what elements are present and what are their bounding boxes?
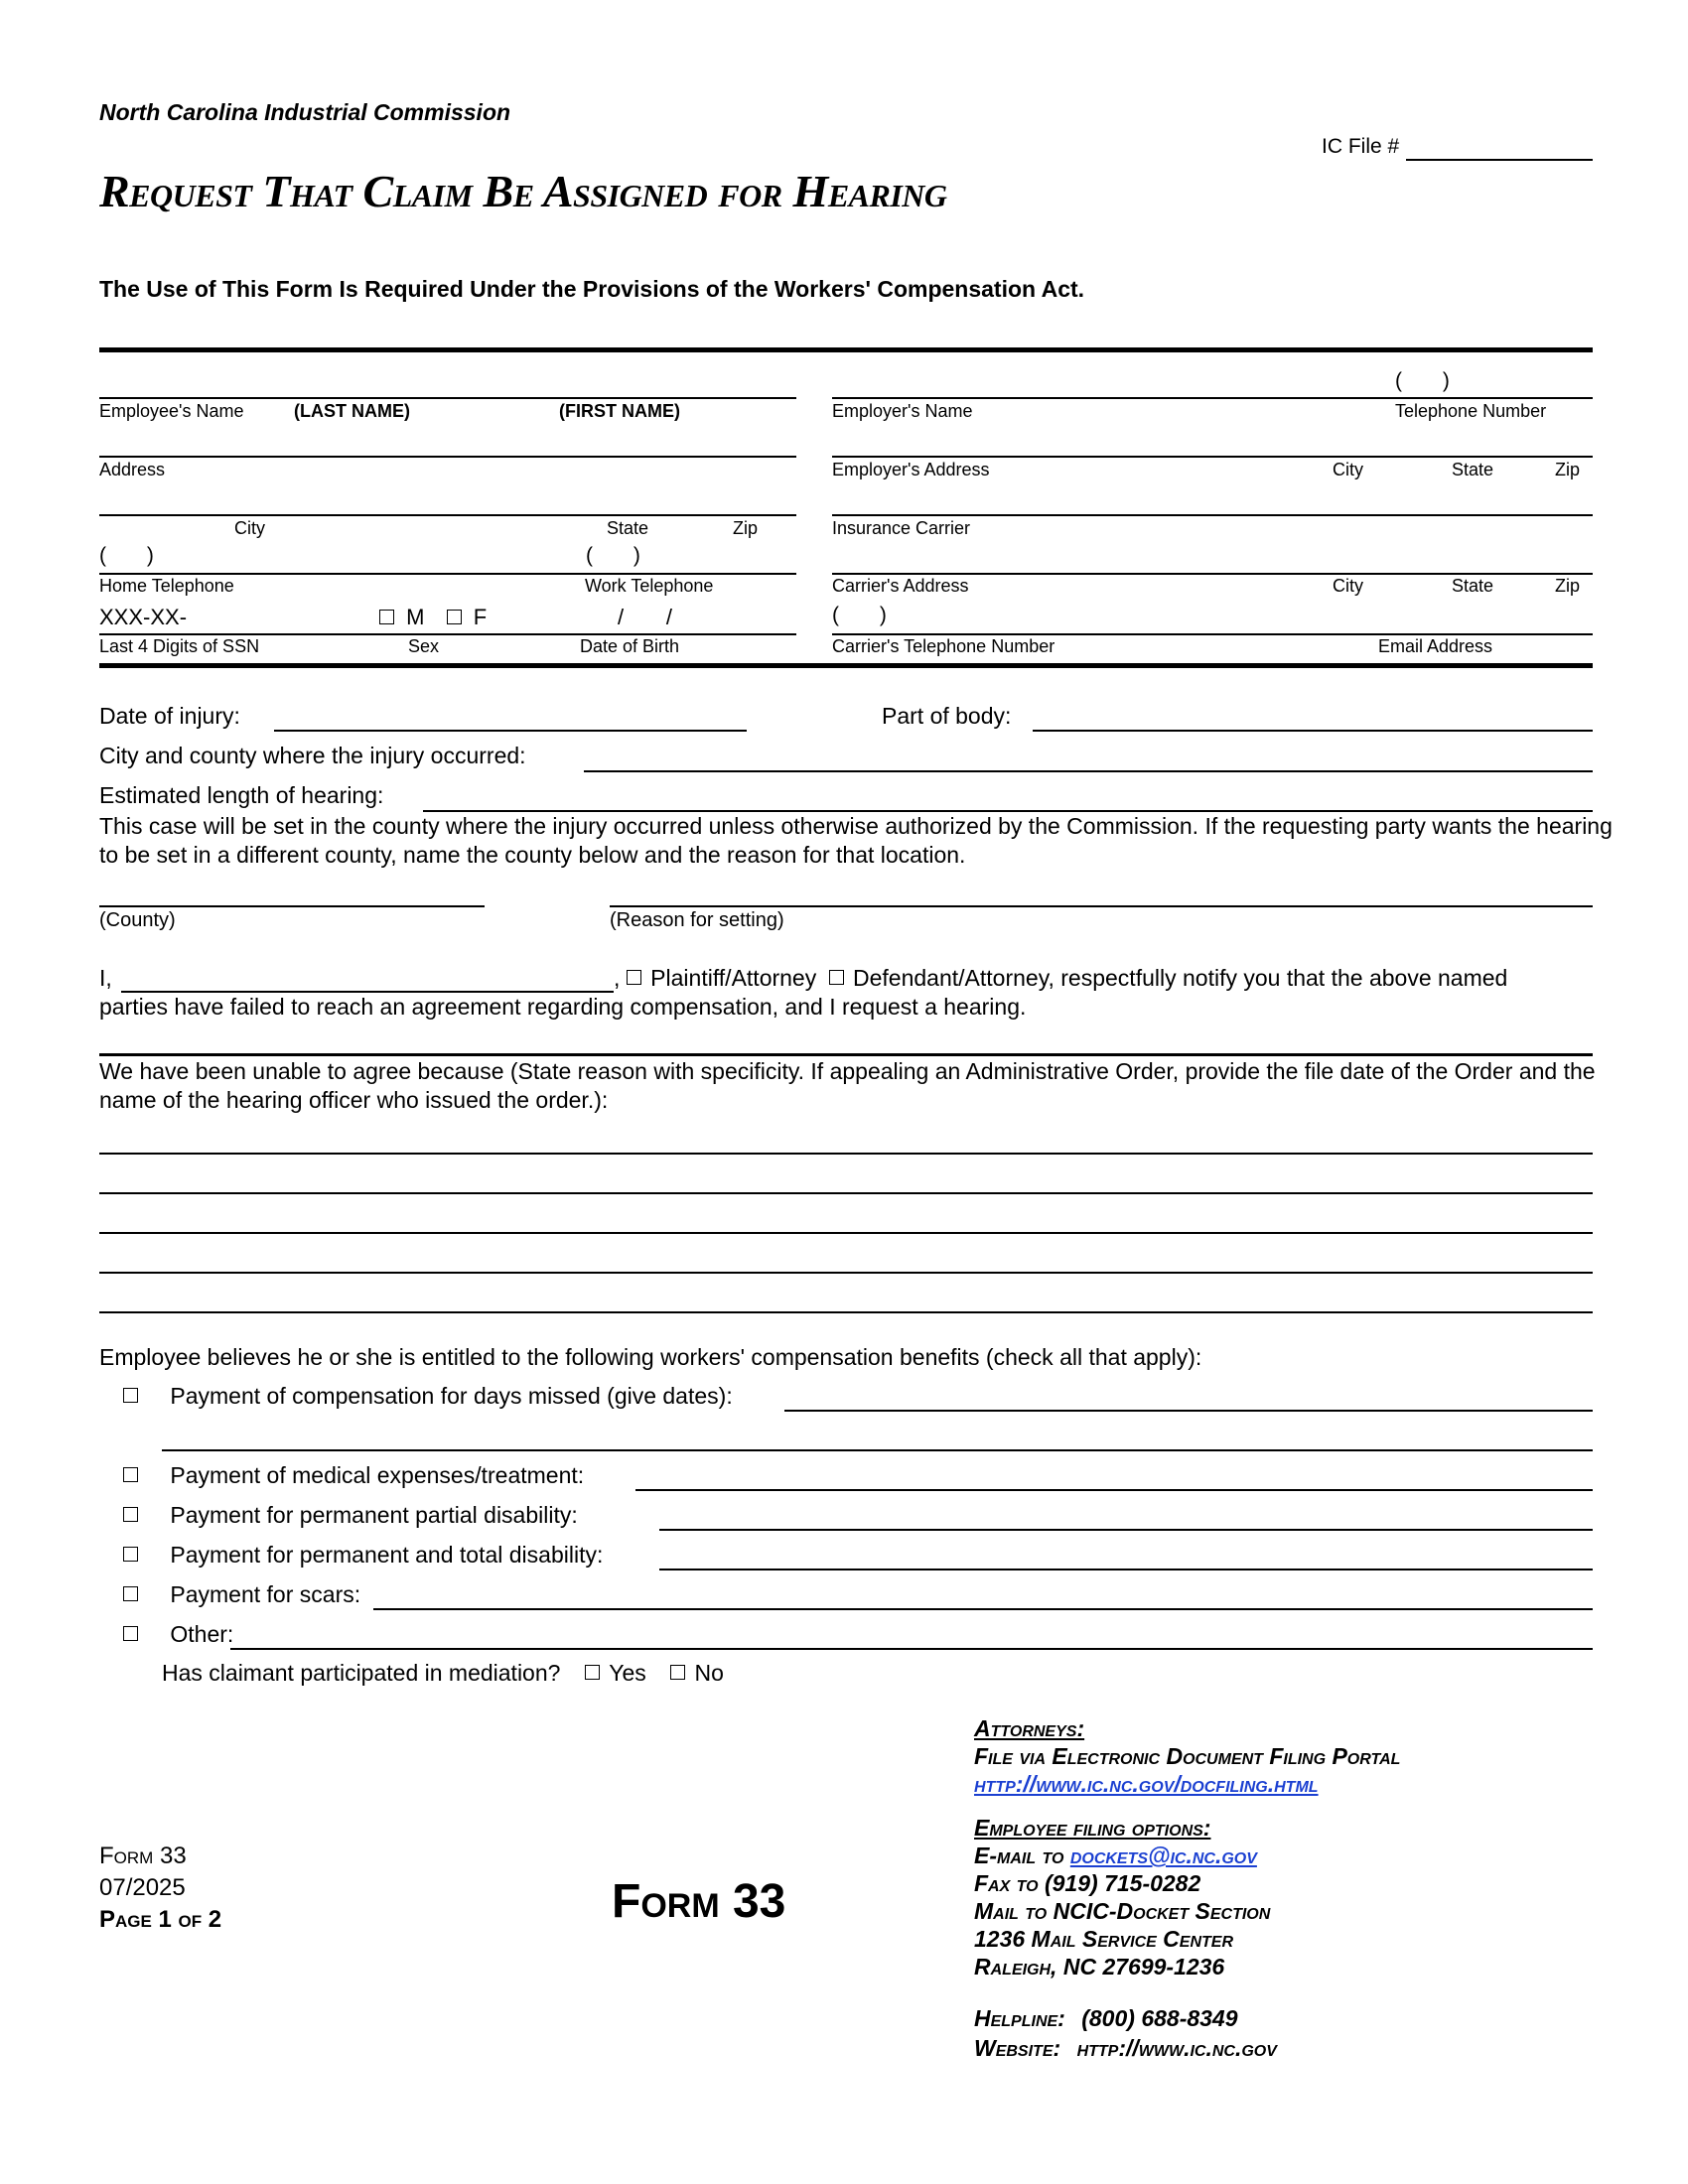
benefit-label: Payment for permanent and total disability:	[170, 1542, 604, 1568]
employee-name-label: Employee's Name	[99, 401, 244, 421]
hearing-length-label: Estimated length of hearing:	[99, 782, 384, 808]
employee-address-label: Address	[99, 460, 166, 479]
employer-name-label: Employer's Name	[832, 401, 973, 421]
reason-line-3[interactable]	[99, 1232, 1593, 1234]
benefit-label: Payment for permanent partial disability:	[170, 1502, 578, 1528]
attorneys-heading: Attorneys:	[974, 1715, 1085, 1741]
employee-state-label: State	[607, 518, 649, 538]
page-subtitle: The Use of This Form Is Required Under the Provisions of the Workers' Compensation Act.	[99, 276, 1085, 302]
email-option	[974, 1843, 1257, 1869]
body-part-line[interactable]	[1033, 730, 1593, 732]
helpline-label: Helpline:	[974, 2005, 1065, 2031]
insurance-line[interactable]	[832, 514, 1593, 516]
county-label: (County)	[99, 909, 176, 931]
employer-zip-label: Zip	[1555, 460, 1581, 479]
sex-f-label: F	[473, 605, 488, 629]
attorneys-portal-link[interactable]	[974, 1771, 1319, 1798]
request-rule	[99, 1053, 1593, 1056]
header-rule	[99, 347, 1593, 352]
benefits-intro: Employee believes he or she is entitled to the following workers' compensation benefits (check all that apply):	[99, 1344, 1202, 1370]
mail-line-3: Raleigh, NC 27699-1236	[974, 1954, 1225, 1979]
carrier-zip-label: Zip	[1555, 576, 1581, 596]
mediation-no-label: No	[694, 1660, 724, 1686]
info-rule	[99, 663, 1593, 668]
benefit-checkbox[interactable]	[123, 1467, 138, 1482]
employer-name-line[interactable]	[832, 397, 1593, 399]
employer-address-line[interactable]	[832, 456, 1593, 458]
benefit-checkbox[interactable]	[123, 1586, 138, 1601]
benefit-ptd	[123, 1542, 603, 1569]
agency-name: North Carolina Industrial Commission	[99, 99, 511, 125]
sex-options	[379, 605, 487, 630]
disagreement-text: We have been unable to agree because (State reason with specificity. If appealing an Administrative Order, provide the file date of the Order and the name of the hearing officer who issued the order.):	[99, 1058, 1596, 1113]
phone-line[interactable]	[99, 573, 796, 575]
request-line2: parties have failed to reach an agreement regarding compensation, and I request a hearing.	[99, 994, 1027, 1020]
body-part-label: Part of body:	[882, 703, 1012, 729]
benefit-other	[123, 1621, 233, 1648]
mediation-row	[162, 1660, 724, 1687]
website	[974, 2035, 1277, 2062]
reason-label: (Reason for setting)	[610, 909, 784, 931]
venue-text: This case will be set in the county where the injury occurred unless otherwise authorized by the Commission. If the requesting party wants the hearing to be set in a different county, name the county below and the reason for that location.	[99, 813, 1613, 868]
mediation-yes-label: Yes	[609, 1660, 646, 1686]
employee-zip-label: Zip	[733, 518, 759, 538]
website-value[interactable]: http://www.ic.nc.gov	[1076, 2035, 1277, 2061]
email-label: Email Address	[1378, 636, 1493, 656]
website-label: Website:	[974, 2035, 1061, 2061]
dob-slashes: / /	[618, 605, 673, 629]
employer-phone-paren: ( )	[1395, 369, 1450, 392]
benefit-ppd	[123, 1502, 578, 1529]
employer-address-label: Employer's Address	[832, 460, 990, 479]
mediation-question: Has claimant participated in mediation?	[162, 1660, 561, 1686]
benefit-label: Payment for scars:	[170, 1581, 361, 1607]
ppd-line[interactable]	[659, 1529, 1593, 1531]
benefit-scars	[123, 1581, 360, 1608]
mail-line-1: Mail to NCIC-Docket Section	[974, 1898, 1271, 1924]
form-date: 07/2025	[99, 1874, 186, 1901]
request-roles: , Plaintiff/Attorney Defendant/Attorney, respectfully notify you that the above named	[614, 965, 1508, 991]
injury-date-line[interactable]	[274, 730, 747, 732]
carrier-city-label: City	[1333, 576, 1363, 596]
benefit-checkbox[interactable]	[123, 1547, 138, 1562]
benefit-label: Other:	[170, 1621, 234, 1647]
attorneys-text: File via Electronic Document Filing Portal	[974, 1743, 1401, 1769]
employee-filing-heading: Employee filing options:	[974, 1815, 1211, 1841]
page-indicator: Page 1 of 2	[99, 1906, 222, 1933]
insurance-label: Insurance Carrier	[832, 518, 971, 538]
other-line[interactable]	[230, 1648, 1593, 1650]
carrier-phone-paren: ( )	[832, 604, 887, 626]
form-number-large: Form 33	[612, 1875, 786, 1928]
employee-city-label: City	[234, 518, 265, 538]
employee-address-line[interactable]	[99, 456, 796, 458]
ssn-label: Last 4 Digits of SSN	[99, 636, 260, 656]
injury-location-label: City and county where the injury occurred:	[99, 743, 526, 768]
reason-line-1[interactable]	[99, 1153, 1593, 1155]
mediation-yes-checkbox[interactable]	[585, 1665, 600, 1680]
employee-name-line[interactable]	[99, 397, 796, 399]
days-missed-line-1[interactable]	[784, 1410, 1593, 1412]
reason-line-4[interactable]	[99, 1272, 1593, 1274]
reason-line[interactable]	[610, 905, 1593, 907]
days-missed-line-2[interactable]	[162, 1449, 1593, 1451]
form-number-small: Form 33	[99, 1843, 187, 1869]
defendant-label: Defendant/Attorney, respectfully notify you that the above named	[853, 965, 1508, 991]
requester-name-line[interactable]	[121, 991, 614, 993]
email-link[interactable]: dockets@ic.nc.gov	[1069, 1843, 1257, 1868]
carrier-phone-line[interactable]	[832, 633, 1593, 635]
benefit-label: Payment of medical expenses/treatment:	[170, 1462, 585, 1488]
reason-line-5[interactable]	[99, 1311, 1593, 1313]
first-name-label: (FIRST NAME)	[559, 401, 680, 421]
ic-file-line[interactable]	[1406, 159, 1593, 161]
helpline-value: (800) 688-8349	[1081, 2005, 1238, 2031]
carrier-address-label: Carrier's Address	[832, 576, 969, 596]
sex-m-checkbox[interactable]	[379, 610, 394, 624]
sex-f-checkbox[interactable]	[447, 610, 462, 624]
sex-label: Sex	[408, 636, 440, 656]
portal-link[interactable]: http://www.ic.nc.gov/docfiling.html	[974, 1771, 1319, 1797]
benefit-days-missed	[123, 1383, 733, 1410]
work-phone-paren: ( )	[586, 544, 640, 567]
benefit-label: Payment of compensation for days missed (give dates):	[170, 1383, 733, 1409]
home-phone-label: Home Telephone	[99, 576, 234, 596]
ic-file-label: IC File #	[1322, 135, 1400, 158]
home-phone-paren: ( )	[99, 544, 154, 567]
carrier-phone-label: Carrier's Telephone Number	[832, 636, 1055, 656]
employee-city-line[interactable]	[99, 514, 796, 516]
employer-state-label: State	[1452, 460, 1494, 479]
benefit-checkbox[interactable]	[123, 1507, 138, 1522]
injury-location-line[interactable]	[584, 770, 1593, 772]
employer-phone-label: Telephone Number	[1395, 401, 1547, 421]
plaintiff-checkbox[interactable]	[627, 970, 641, 985]
benefit-checkbox[interactable]	[123, 1388, 138, 1403]
ssn-prefix: XXX-XX-	[99, 605, 188, 629]
plaintiff-label: Plaintiff/Attorney	[650, 965, 817, 991]
email-option-label: E-mail to	[974, 1843, 1064, 1868]
defendant-checkbox[interactable]	[829, 970, 844, 985]
ptd-line[interactable]	[659, 1569, 1593, 1570]
work-phone-label: Work Telephone	[585, 576, 714, 596]
request-i-label: I,	[99, 965, 112, 991]
benefit-medical	[123, 1462, 584, 1489]
carrier-state-label: State	[1452, 576, 1494, 596]
page-title: Request That Claim Be Assigned for Hearing	[99, 166, 947, 216]
mail-line-2: 1236 Mail Service Center	[974, 1926, 1234, 1952]
benefit-checkbox[interactable]	[123, 1626, 138, 1641]
mediation-no-checkbox[interactable]	[670, 1665, 685, 1680]
fax-option: Fax to (919) 715-0282	[974, 1870, 1201, 1896]
county-line[interactable]	[99, 905, 485, 907]
scars-line[interactable]	[373, 1608, 1593, 1610]
employer-city-label: City	[1333, 460, 1363, 479]
dob-label: Date of Birth	[580, 636, 680, 656]
injury-date-label: Date of injury:	[99, 703, 240, 729]
helpline	[974, 2005, 1238, 2032]
ssn-line[interactable]	[99, 633, 796, 635]
carrier-address-line[interactable]	[832, 573, 1593, 575]
sex-m-label: M	[406, 605, 425, 629]
last-name-label: (LAST NAME)	[294, 401, 410, 421]
reason-line-2[interactable]	[99, 1192, 1593, 1194]
medical-line[interactable]	[635, 1489, 1593, 1491]
